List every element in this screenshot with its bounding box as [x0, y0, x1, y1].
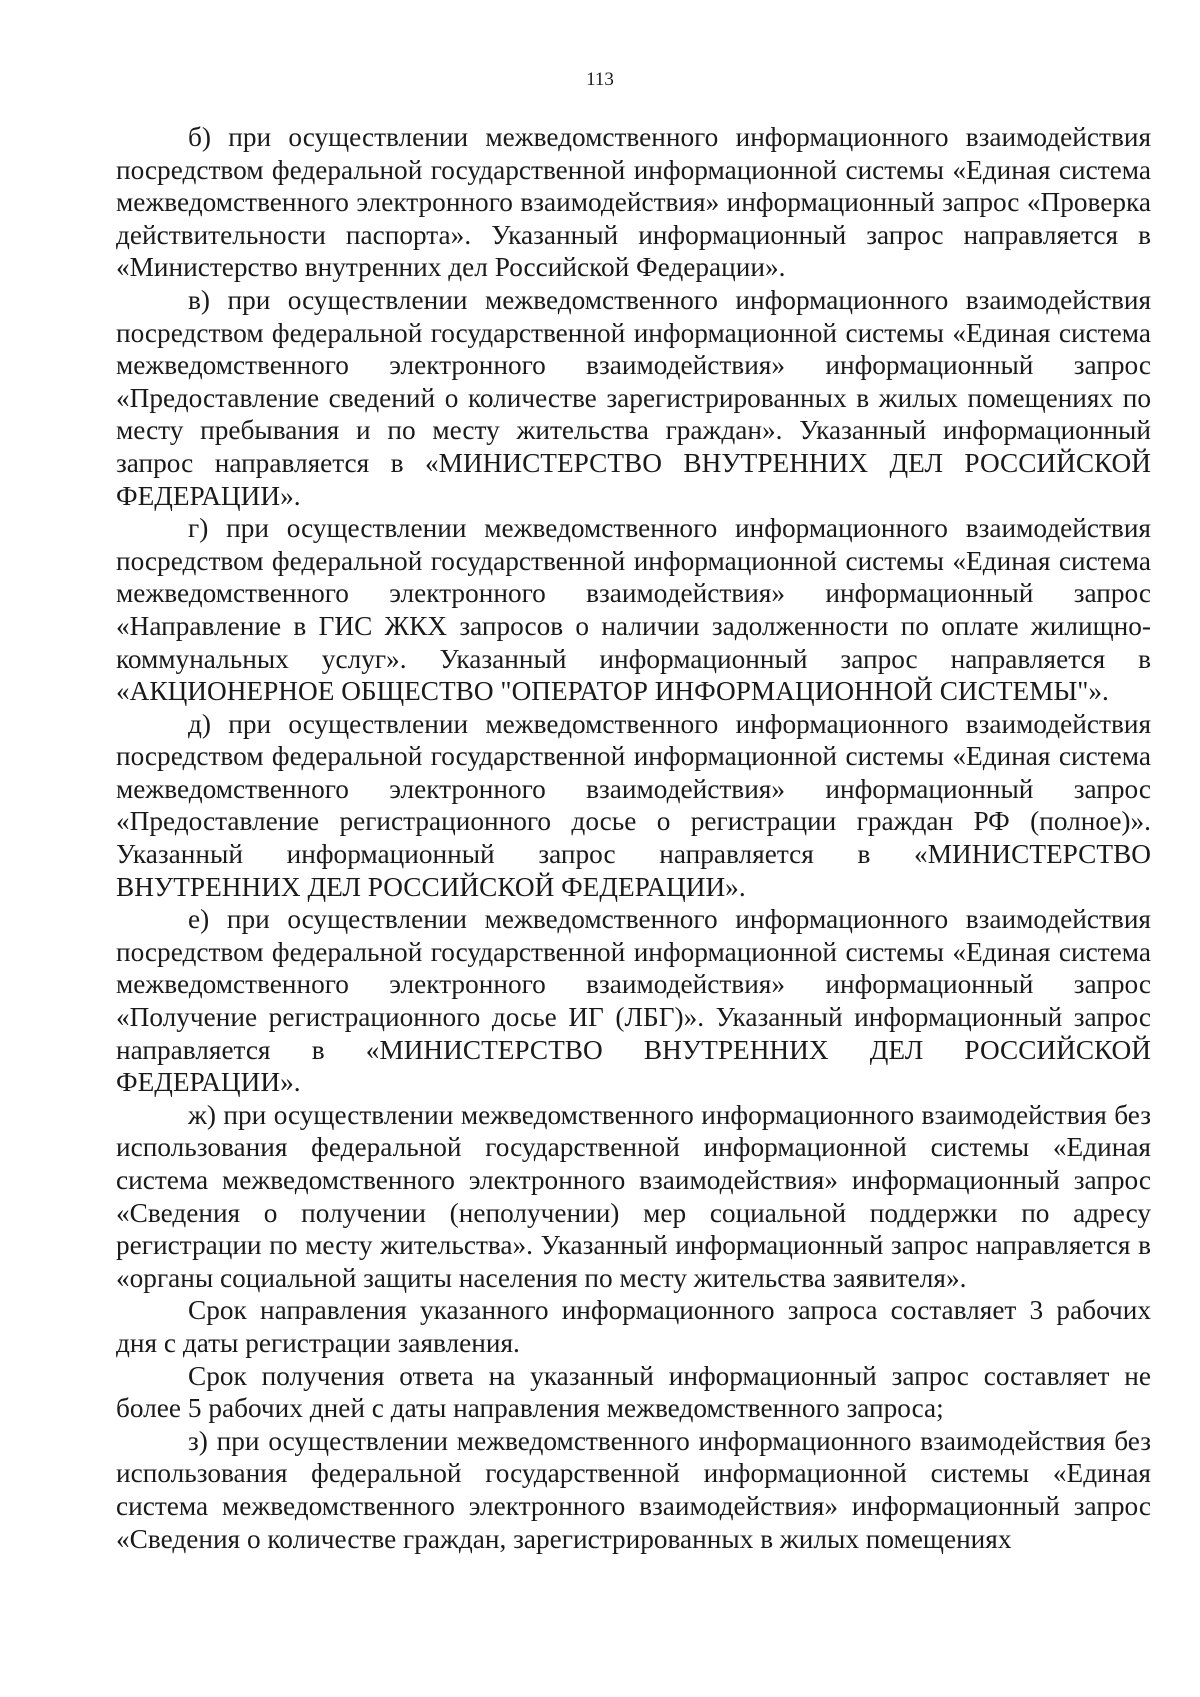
- paragraph-zh: ж) при осуществлении межведомственного информационного взаимодействия без использования федеральной государственной информационной системы «Единая система межведомственного электронного взаимодействия» информационный запрос «Сведения о получении (неполучении) мер социальной поддержки по адресу регистрации по месту жительства». Указанный информационный запрос направляется в «органы социальной защиты населения по месту жительства заявителя».: [116, 1099, 1151, 1293]
- paragraph-e: е) при осуществлении межведомственного информационного взаимодействия посредством федеральной государственной информационной системы «Единая система межведомственного электронного взаимодействия» информационный запрос «Получение регистрационного досье ИГ (ЛБГ)». Указанный информационный запрос направляется в «МИНИСТЕРСТВО ВНУТРЕННИХ ДЕЛ РОССИЙСКОЙ ФЕДЕРАЦИИ».: [116, 904, 1151, 1098]
- document-body: [116, 121, 1151, 1555]
- paragraph-d: д) при осуществлении межведомственного информационного взаимодействия посредством федеральной государственной информационной системы «Единая система межведомственного электронного взаимодействия» информационный запрос «Предоставление регистрационного досье о регистрации граждан РФ (полное)». Указанный информационный запрос направляется в «МИНИСТЕРСТВО ВНУТРЕННИХ ДЕЛ РОССИЙСКОЙ ФЕДЕРАЦИИ».: [116, 708, 1151, 902]
- paragraph-z: з) при осуществлении межведомственного информационного взаимодействия без использования федеральной государственной информационной системы «Единая система межведомственного электронного взаимодействия» информационный запрос «Сведения о количестве граждан, зарегистрированных в жилых помещениях: [116, 1425, 1151, 1554]
- paragraph-g: г) при осуществлении межведомственного информационного взаимодействия посредством федеральной государственной информационной системы «Единая система межведомственного электронного взаимодействия» информационный запрос «Направление в ГИС ЖКХ запросов о наличии задолженности по оплате жилищно-коммунальных услуг». Указанный информационный запрос направляется в «АКЦИОНЕРНОЕ ОБЩЕСТВО "ОПЕРАТОР ИНФОРМАЦИОННОЙ СИСТЕМЫ"».: [116, 513, 1151, 707]
- paragraph-response-deadline: Срок получения ответа на указанный информационный запрос составляет не более 5 рабочих дней с даты направления межведомственного запроса;: [116, 1360, 1151, 1424]
- paragraph-request-deadline: Срок направления указанного информационного запроса составляет 3 рабочих дня с даты регистрации заявления.: [116, 1295, 1151, 1358]
- page-number: 113: [586, 69, 614, 90]
- paragraph-b: б) при осуществлении межведомственного информационного взаимодействия посредством федеральной государственной информационной системы «Единая система межведомственного электронного взаимодействия» информационный запрос «Проверка действительности паспорта». Указанный информационный запрос направляется в «Министерство внутренних дел Российской Федерации».: [116, 122, 1151, 283]
- paragraph-v: в) при осуществлении межведомственного информационного взаимодействия посредством федеральной государственной информационной системы «Единая система межведомственного электронного взаимодействия» информационный запрос «Предоставление сведений о количестве зарегистрированных в жилых помещениях по месту пребывания и по месту жительства граждан». Указанный информационный запрос направляется в «МИНИСТЕРСТВО ВНУТРЕННИХ ДЕЛ РОССИЙСКОЙ ФЕДЕРАЦИИ».: [116, 284, 1151, 511]
